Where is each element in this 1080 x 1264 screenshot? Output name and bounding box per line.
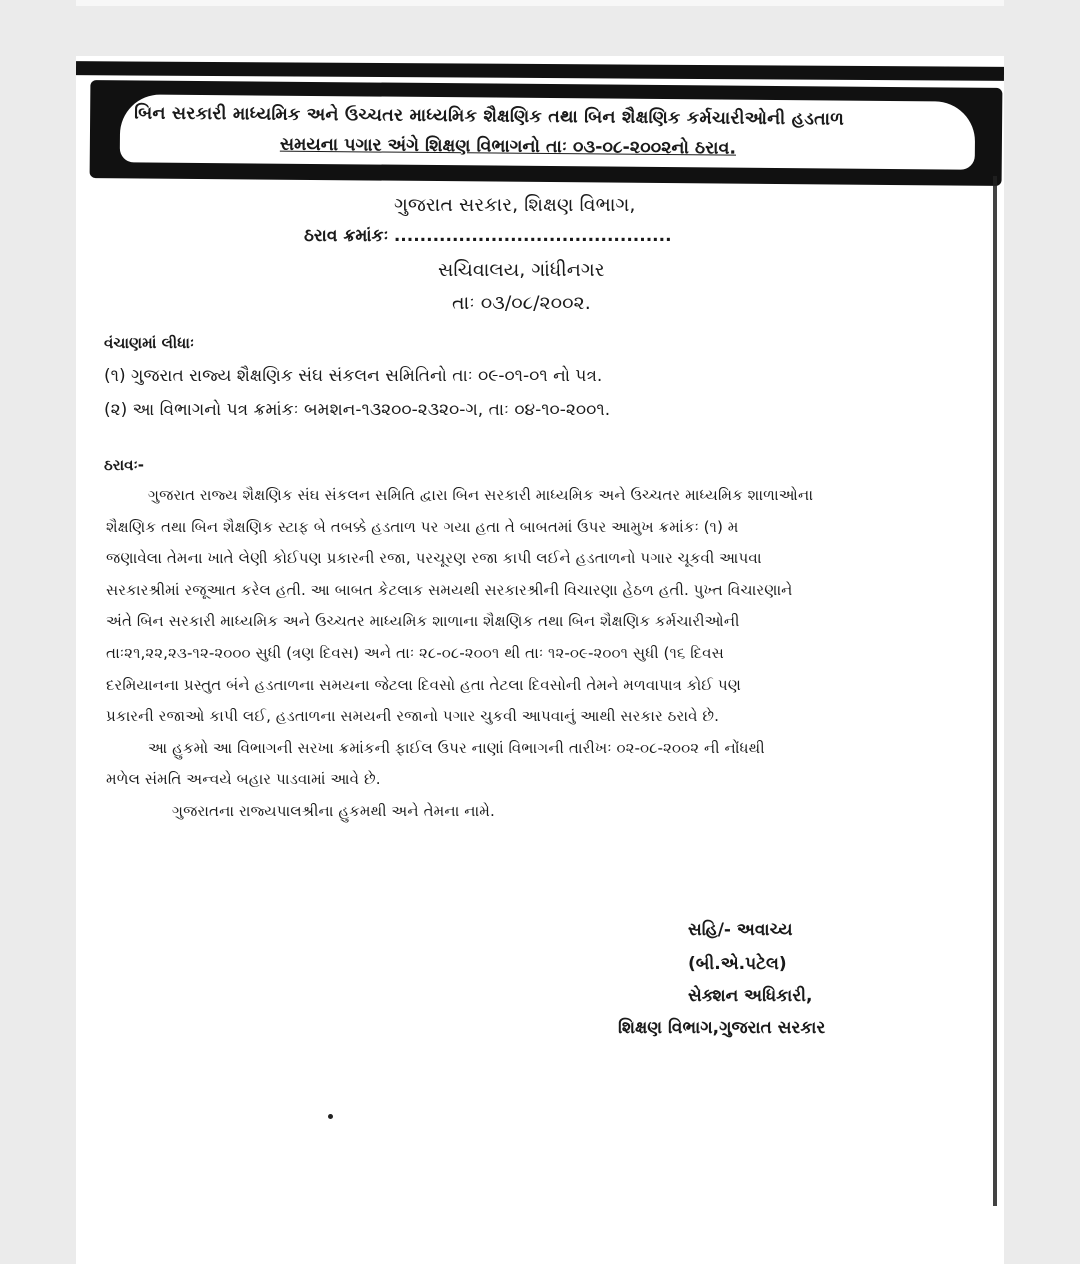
- stray-dot: [328, 1114, 333, 1119]
- resolution-line: સરકારશ્રીમાં રજૂઆત કરેલ હતી. આ બાબત કેટલાક સમયથી સરકારશ્રીની વિચારણા હેઠળ હતી. પુખ્ત વિચારણાને: [106, 580, 793, 599]
- signature-designation: સેક્શન અધિકારી,: [688, 986, 813, 1006]
- resolution-number-label: ઠરાવ ક્રમાંકઃ: [304, 226, 389, 246]
- resolution-line: જણાવેલા તેમના ખાતે લેણી કોઈપણ પ્રકારની રજા, પરચૂરણ રજા કાપી લઈને હડતાળનો પગાર ચૂકવી આપવા: [106, 549, 762, 568]
- reference-item-2: (૨) આ વિભાગનો પત્ર ક્રમાંકઃ બમશન-૧૩૨૦૦-૨૩૨૦-ગ, તાઃ ૦૪-૧૦-૨૦૦૧.: [104, 400, 611, 420]
- resolution-number-value: ...........................................: [393, 226, 672, 246]
- department-heading: ગુજરાત સરકાર, શિક્ષણ વિભાગ,: [394, 194, 636, 216]
- signature-department: શિક્ષણ વિભાગ,ગુજરાત સરકાર: [618, 1018, 826, 1038]
- resolution-line: શૈક્ષણિક તથા બિન શૈક્ષણિક સ્ટાફ બે તબક્કે હડતાળ પર ગયા હતા તે બાબતમાં ઉપર આમુખ ક્રમાંકઃ (૧) મ: [106, 517, 739, 536]
- office-location: સચિવાલય, ગાંધીનગર: [438, 259, 605, 281]
- resolution-body: [106, 480, 986, 828]
- resolution-line: મળેલ સંમતિ અન્વયે બહાર પાડવામાં આવે છે.: [106, 770, 381, 789]
- resolution-line: દરમિયાનના પ્રસ્તુત બંને હડતાળના સમયના જેટલા દિવસો હતા તેટલા દિવસોની તેમને મળવાપાત્ર કોઈ પણ: [106, 675, 741, 694]
- resolution-line: પ્રકારની રજાઓ કાપી લઈ, હડતાળના સમયની રજાનો પગાર ચુકવી આપવાનું આથી સરકાર ઠરાવે છે.: [106, 707, 719, 726]
- top-strip: [76, 0, 1004, 6]
- signature-name: (બી.એ.પટેલ): [688, 954, 787, 974]
- resolution-line: તાઃ૨૧,૨૨,૨૩-૧૨-૨૦૦૦ સુધી (ત્રણ દિવસ) અને તાઃ ૨૮-૦૮-૨૦૦૧ થી તાઃ ૧૨-૦૯-૨૦૦૧ સુધી (૧૬ દિવસ: [106, 643, 724, 662]
- reference-item-1: (૧) ગુજરાત રાજ્ય શૈક્ષણિક સંઘ સંકલન સમિતિનો તાઃ ૦૯-૦૧-૦૧ નો પત્ર.: [104, 366, 603, 386]
- resolution-line: અંતે બિન સરકારી માધ્યમિક અને ઉચ્ચતર માધ્યમિક શાળાના શૈક્ષણિક તથા બિન શૈક્ષણિક કર્મચારીઓની: [106, 612, 740, 631]
- document-page: [76, 56, 1004, 1264]
- resolution-line: આ હુકમો આ વિભાગની સરખા ક્રમાંકની ફાઈલ ઉપર નાણાં વિભાગની તારીખઃ ૦૨-૦૮-૨૦૦૨ ની નોંધથી: [148, 738, 765, 757]
- resolution-line: ગુજરાતના રાજ્યપાલશ્રીના હુકમથી અને તેમના નામે.: [172, 801, 495, 820]
- title-banner-inner: [120, 94, 976, 169]
- banner-title-line1: બિન સરકારી માધ્યમિક અને ઉચ્ચતર માધ્યમિક શૈક્ષણિક તથા બિન શૈક્ષણિક કર્મચારીઓની હડતાળ: [134, 103, 845, 130]
- document-date: તાઃ ૦૩/૦૮/૨૦૦૨.: [452, 292, 591, 314]
- title-banner: [90, 80, 1003, 186]
- read-heading: વંચાણમાં લીધાઃ: [104, 334, 195, 352]
- resolution-number-row: [304, 226, 672, 246]
- signature-line-1: સહિ/- અવાચ્ય: [688, 920, 793, 940]
- top-border-band: [76, 61, 1004, 81]
- right-edge-bar: [993, 176, 997, 1206]
- resolution-heading: ઠરાવઃ-: [104, 456, 145, 474]
- banner-title-line2: સમયના પગાર અંગે શિક્ષણ વિભાગનો તાઃ ૦૩-૦૮-૨૦૦૨નો ઠરાવ.: [279, 134, 737, 159]
- resolution-line: ગુજરાત રાજ્ય શૈક્ષણિક સંઘ સંકલન સમિતિ દ્વારા બિન સરકારી માધ્યમિક અને ઉચ્ચતર માધ્યમિક શાળાઓના: [148, 486, 814, 504]
